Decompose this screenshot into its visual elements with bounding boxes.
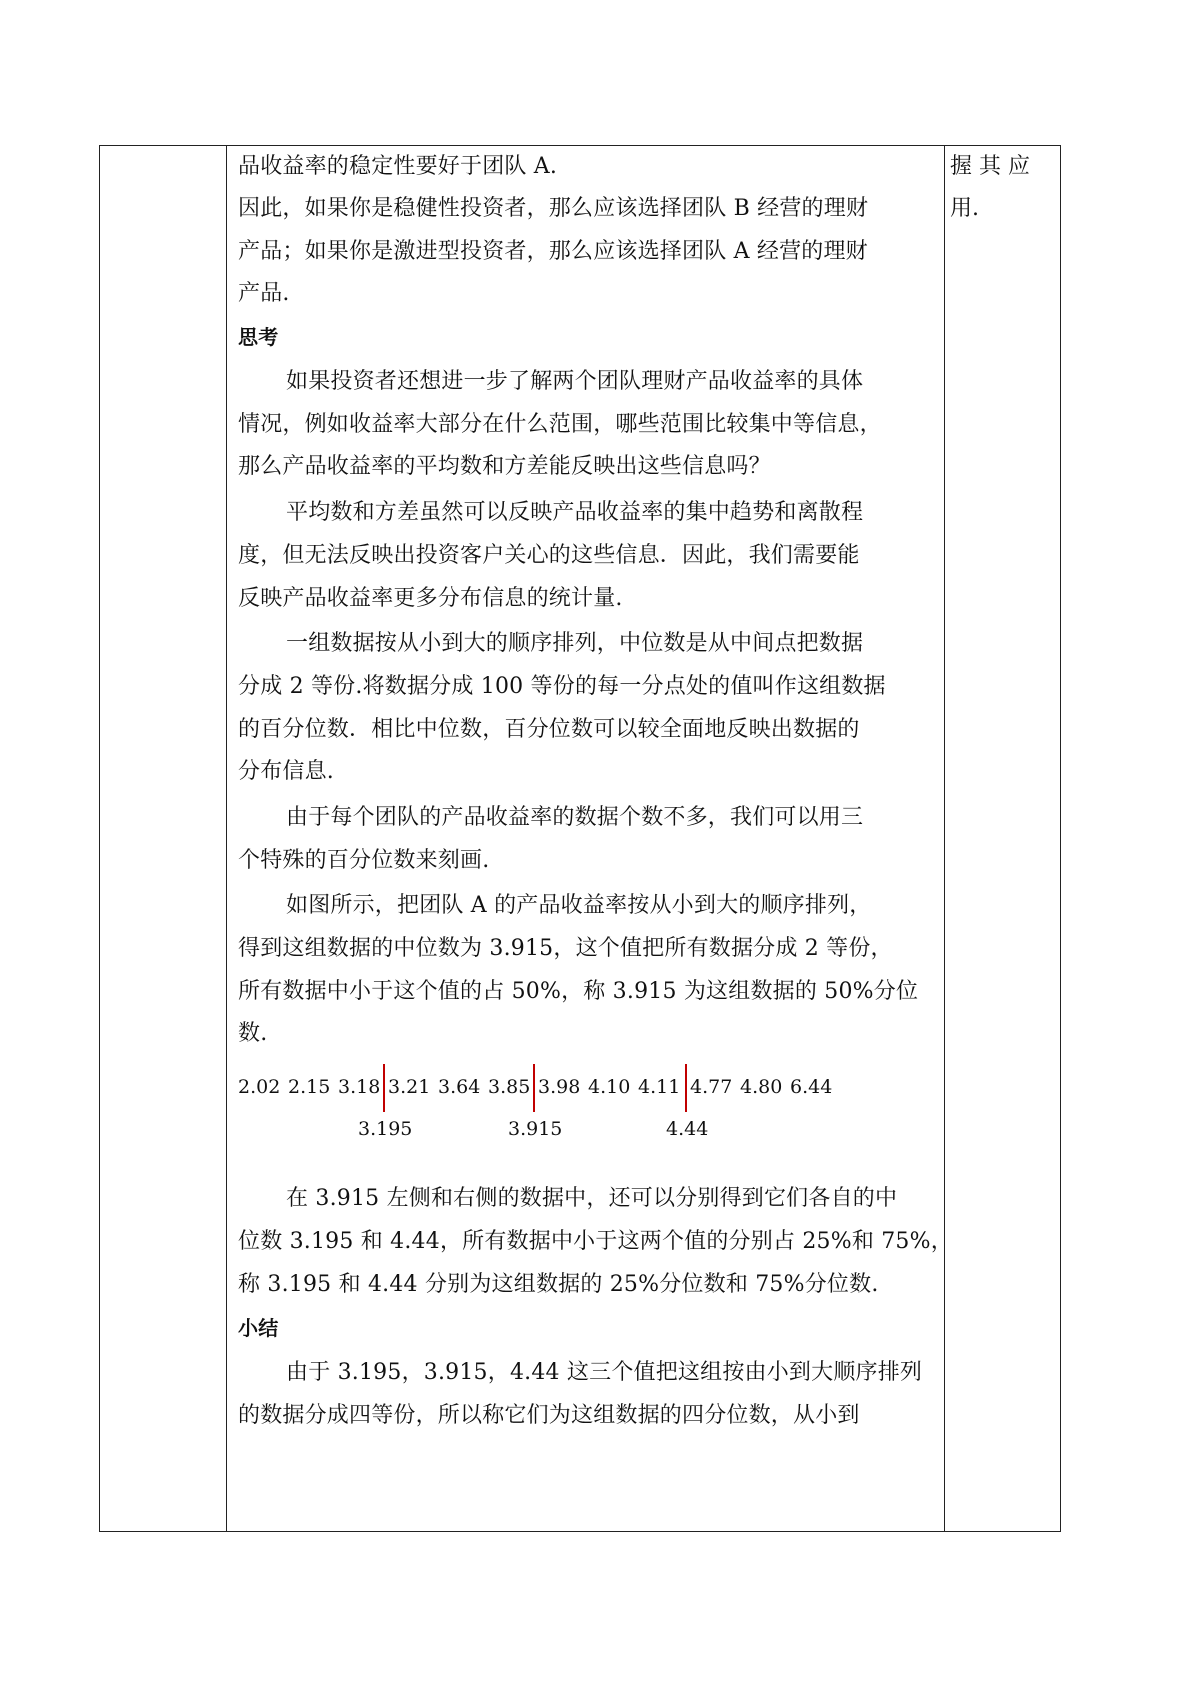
paragraph-line: 所有数据中小于这个值的占 50%，称 3.915 为这组数据的 50%分位 (238, 979, 919, 1004)
paragraph-line: 如果投资者还想进一步了解两个团队理财产品收益率的具体 (286, 369, 864, 394)
paragraph-line: 的百分位数．相比中位数，百分位数可以较全面地反映出数据的 (238, 717, 860, 742)
sorted-data-figure (238, 1064, 938, 1164)
paragraph-line: 如图所示，把团队 A 的产品收益率按从小到大的顺序排列， (286, 893, 872, 918)
quartile-divider (685, 1064, 687, 1112)
design-intent-line: 用. (950, 196, 979, 221)
paragraph-line: 称 3.195 和 4.44 分别为这组数据的 25%分位数和 75%分位数. (238, 1272, 879, 1297)
data-value: 3.21 (388, 1076, 431, 1098)
paragraph-line: 个特殊的百分位数来刻画. (238, 848, 490, 873)
lesson-table (99, 145, 1061, 1532)
data-value: 3.85 (488, 1076, 531, 1098)
paragraph-line: 平均数和方差虽然可以反映产品收益率的集中趋势和离散程 (286, 500, 864, 525)
paragraph-line: 反映产品收益率更多分布信息的统计量. (238, 586, 623, 611)
paragraph-line: 品收益率的稳定性要好于团队 A. (238, 154, 558, 179)
data-value: 4.10 (588, 1076, 631, 1098)
paragraph-line: 由于 3.195，3.915，4.44 这三个值把这组按由小到大顺序排列 (286, 1360, 923, 1385)
quartile-divider (533, 1064, 535, 1112)
paragraph-line: 分布信息. (238, 759, 334, 784)
data-value: 2.02 (238, 1076, 281, 1098)
quartile-label: 3.195 (358, 1118, 413, 1140)
data-value: 6.44 (790, 1076, 833, 1098)
paragraph-line: 位数 3.195 和 4.44，所有数据中小于这两个值的分别占 25%和 75%， (238, 1229, 953, 1254)
paragraph-line: 的数据分成四等份，所以称它们为这组数据的四分位数，从小到 (238, 1403, 860, 1428)
paragraph-line: 得到这组数据的中位数为 3.915，这个值把所有数据分成 2 等份， (238, 936, 893, 961)
column-divider (944, 146, 945, 1531)
design-intent-line: 握 其 应 (950, 154, 1030, 179)
paragraph-line: 数. (238, 1021, 268, 1046)
data-value: 3.18 (338, 1076, 381, 1098)
paragraph-line: 情况，例如收益率大部分在什么范围，哪些范围比较集中等信息， (238, 412, 882, 437)
paragraph-line: 产品. (238, 281, 290, 306)
quartile-label: 3.915 (508, 1118, 563, 1140)
data-value: 4.11 (638, 1076, 681, 1098)
paragraph-line: 产品；如果你是激进型投资者，那么应该选择团队 A 经营的理财 (238, 239, 868, 264)
paragraph-line: 度，但无法反映出投资客户关心的这些信息．因此，我们需要能 (238, 543, 860, 568)
paragraph-line: 分成 2 等份.将数据分成 100 等份的每一分点处的值叫作这组数据 (238, 674, 886, 699)
paragraph-line: 一组数据按从小到大的顺序排列，中位数是从中间点把数据 (286, 631, 864, 656)
paragraph-line: 在 3.915 左侧和右侧的数据中，还可以分别得到它们各自的中 (286, 1186, 898, 1211)
paragraph-line: 那么产品收益率的平均数和方差能反映出这些信息吗？ (238, 454, 771, 479)
data-value: 3.98 (538, 1076, 581, 1098)
paragraph-line: 因此，如果你是稳健性投资者，那么应该选择团队 B 经营的理财 (238, 196, 869, 221)
quartile-label: 4.44 (666, 1118, 709, 1140)
section-heading-summary: 小结 (238, 1316, 279, 1340)
column-divider (226, 146, 227, 1531)
data-value: 3.64 (438, 1076, 481, 1098)
paragraph-line: 由于每个团队的产品收益率的数据个数不多，我们可以用三 (286, 805, 864, 830)
section-heading-thinking: 思考 (238, 325, 279, 349)
data-value: 4.80 (740, 1076, 783, 1098)
quartile-divider (383, 1064, 385, 1112)
data-value: 2.15 (288, 1076, 331, 1098)
data-value: 4.77 (690, 1076, 733, 1098)
